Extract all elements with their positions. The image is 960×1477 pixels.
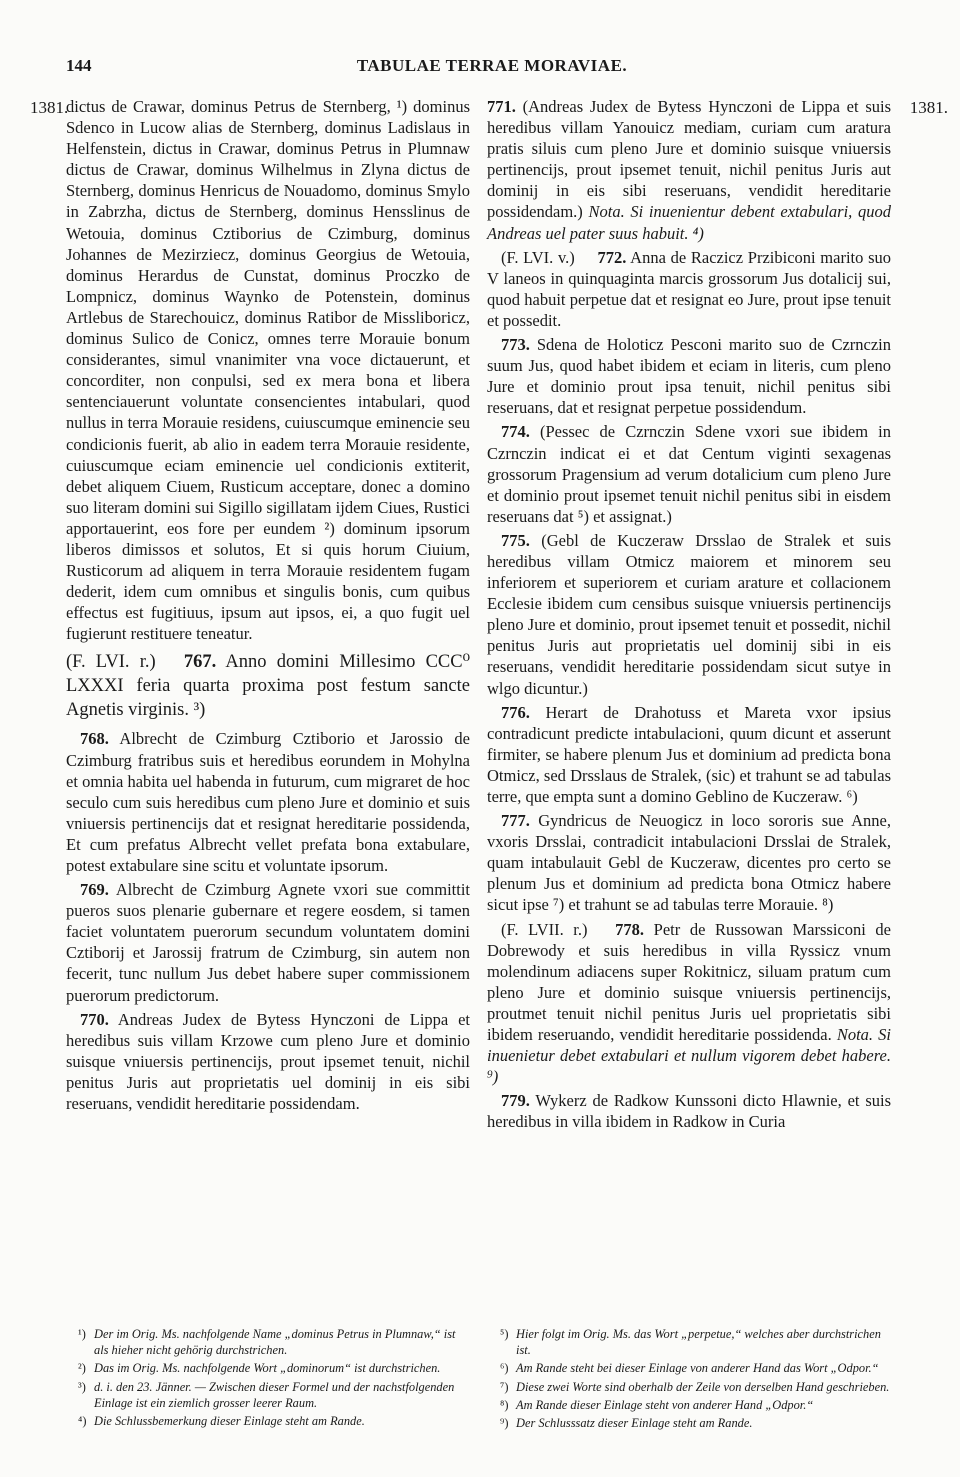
entry-number: 771. [487,97,516,116]
footnote-mark: ⁹) [500,1416,509,1431]
footnote-mark: ⁷) [500,1379,509,1394]
entry-767 [66,650,470,722]
footnotes-right [500,1326,896,1433]
entry-text: Wykerz de Radkow Kunssoni dicto Hlawnie, et suis heredibus in villa ibidem in Radkow in Curia [487,1091,892,1132]
entry-number: 772. [597,247,627,267]
footnote [500,1326,896,1358]
running-title: TABULAE TERRAE MORAVIAE. [356,56,628,75]
entry-770 [66,1009,470,1114]
entry-768 [66,728,470,876]
footnotes-left [78,1326,470,1431]
entry-778 [487,919,891,1088]
footnote-mark: ²) [78,1361,86,1376]
footnote-mark: ⁶) [500,1361,509,1376]
entry-775 [487,530,891,699]
entry-text: Albrecht de Czimburg Cztiborio et Jarossio de Czimburg fratribus suis et heredibus eorundem in Mohylna et omnia habita uel habenda in futurum, cum migraret de hoc seculo cum suis heredibus cum pleno Jure et dominio et suis vniuersis pertinencijs dat et resignat hereditarie possidenda, Et cum prefatus Albrecht vellet prefata bona extabulare, potest extabulare sine scitu et voluntate ipsorum. [66,729,470,875]
entry-773 [487,334,891,418]
folio-marker: (F. LVII. r.) [501,919,588,939]
entry-text: (Andreas Judex de Bytess Hynczoni de Lippa et suis heredibus villam Yanouicz mediam, curiam cum aratura pratis siluis cum pleno Jure et dominio suisque vniuersis pertinencijs, prout ipsemet tenuit, nichil penitus Juris aut dominij in eis sibi reseruans, vendidit hereditarie possidendam.) [487,97,892,222]
footnote [500,1379,896,1395]
entry-776 [487,702,891,807]
entry-text: Andreas Judex de Bytess Hynczoni de Lippa et heredibus suis villam Krzowe cum pleno Jure et dominio suisque vniuersis pertinencijs, prout ipsemet tenuit, nichil penitus Juris aut proprietatis uel dominij in eis sibi reseruans, vendidit hereditarie possidendam. [66,1009,470,1114]
page-number: 144 [66,56,92,75]
entry-769 [66,879,470,1006]
entry-number: 769. [80,880,109,900]
entry-text: Gyndricus de Neuogicz in loco sororis sue Anne, vxoris Drsslai, contradicit intabulacioni Drsslai de Stralek, quam intabulauit Gebl de Kuczeraw, dicentes pro certo se plenum Jus et dominium ad predicta bona Otmicz habere sicut ipse ⁷) et trahunt se ad tabulas terre Morauie. ⁸) [487,811,892,915]
footnote-text: Die Schlussbemerkung dieser Einlage steht am Rande. [94,1414,365,1429]
entry-number: 773. [501,335,530,355]
footnote-text: d. i. den 23. Jänner. — Zwischen dieser Formel und der nachstfolgenden Einlage ist ein ziemlich grosser leerer Raum. [94,1379,455,1410]
entry-number: 777. [501,811,530,831]
footnote-mark: ⁵) [500,1327,509,1341]
footnote [78,1379,470,1411]
footnote [500,1415,896,1431]
footnote [500,1397,896,1413]
entry-number: 767. [183,652,217,673]
entry-text: Herart de Drahotuss et Mareta vxor ipsius contradicunt predicte intabulacioni, quum dicunt et asserunt firmiter, se habere plenum Jus et dominium ad predicta bona Otmicz, sed Drsslaus de Stralek, (sic) et trahunt se ad tabulas terre, que empta sunt a domino Geblino de Kuczeraw. ⁶) [487,702,891,806]
footnote-mark: ¹) [78,1327,86,1341]
footnote-text: Am Rande dieser Einlage steht von anderer Hand „Odpor.“ [516,1397,814,1412]
entry-771 [487,96,891,244]
entry-766-continuation: dictus de Crawar, dominus Petrus de Sternberg, ¹) dominus Sdenco in Lucow alias de Sternberg, dominus Ladislaus in Helfenstein, dictus in Crawar, dominus Petrus in Plumnaw dictus de Crawar, dominus Wilhelmus in Zlyna dictus de Sternberg, dominus Henricus de Nouadomo, dominus Smylo in Zabrzha, dictus de Sternberg, dominus Hensslinus de Wetouia, dominus Cztiborius de Czimburg, dominus Johannes de Mezirziecz, dominus Georgius de Wetouia, dominus Herardus de Cunstat, dominus Proczko de Lompnicz, dominus Waynko de Potenstein, dominus Artlebus de Starechouicz, dominus Ratibor de Missliboricz, dominus Sulico de Conicz, omnes terre Morauie bonum considerantes, simul vnanimiter vna voce dictauerunt, et concorditer, non conpulsi, sed ex mera bona et libera sentenciauerunt voluntate consencientes intabulari, quod nullus in terra Morauie residens, cuiuscumque eminencie seu condicionis fuerit, ab alio in eadem terra Morauie residente, cuiuscumque eciam eminencie uel condicionis extiterit, debet aliquem Ciuem, Rusticum acceptare, donec a domino suo literam domini sui Sigillo sigillatam ijdem Ciues, Rustici apportauerint, eos fore per eundem ²) dominum ipsorum liberos dimissos et solutos, Et si quis horum Ciuium, Rusticorum ad aliquem in terra Morauie residentem fugam dederit, idem cum omnibus et singulis bonis, cum quibus effectus est fugitiuus, ipsum aut ipsos, ei, a quo fugit uel fugierunt restituere teneatur. [66,97,470,644]
entry-number: 775. [501,530,530,550]
entry-772 [487,247,891,331]
footnote-text: Der im Orig. Ms. nachfolgende Name „dominus Petrus in Plumnaw,“ ist als hieher nicht gehörig durchstrichen. [94,1327,456,1358]
footnote-mark: ⁸) [500,1397,509,1412]
margin-year-left: 1381. [30,98,69,117]
footnote-text: Der Schlusssatz dieser Einlage steht am Rande. [516,1416,753,1431]
footnote-mark: ³) [78,1379,86,1394]
footnote-text: Diese zwei Worte sind oberhalb der Zeile von derselben Hand geschrieben. [516,1379,890,1394]
folio-marker: (F. LVI. r.) [66,652,156,673]
folio-marker: (F. LVI. v.) [501,247,575,267]
footnote-text: Am Rande steht bei dieser Einlage von anderer Hand das Wort „Odpor.“ [516,1361,879,1376]
entry-text: Petr de Russowan Marssiconi de Dobrewody et suis heredibus in villa Ryssicz vnum molendinum adiacens super Rokitnicz, siluam pratum cum pleno Jure et dominio suisque vniuersis pertinencijs, proutmet tenuit nichil penitus Juris uel proprietatis sibi ibidem reseruando, vendidit hereditarie possidenda. [487,919,892,1045]
left-column [66,96,470,1117]
entry-text: Anna de Raczicz Przibiconi marito suo V laneos in quinquaginta marcis grossorum Jus dotalicij sui, quod habuit perpetue dat et resignat eo Jure, prout ipse tenuit et possedit. [487,247,891,330]
footnote-mark: ⁴) [78,1414,87,1429]
footnote [78,1413,470,1429]
entry-774 [487,421,891,526]
entry-nota: Nota. Si inuenietur debet extabulari et nullum vigorem debet habere. ⁹) [487,1025,891,1087]
entry-number: 776. [501,702,530,722]
entry-number: 768. [80,729,109,749]
margin-year-right: 1381. [909,98,948,117]
entry-number: 779. [501,1091,530,1111]
entry-779 [487,1090,891,1132]
footnote [78,1326,470,1358]
page-header [66,56,918,80]
entry-text: Anno domini Millesimo CCC⁰ LXXXI feria quarta proxima post festum sancte Agnetis virginis. ³) [66,652,470,721]
entry-777 [487,810,891,915]
entry-nota: Nota. Si inuenientur debent extabulari, quod Andreas uel pater suus habuit. ⁴) [487,202,892,243]
entry-text: Sdena de Holoticz Pesconi marito suo de Czrnczin suum Jus, quod habet ibidem et eciam in literis, cum pleno Jure et dominio prout ipsa tenuit, nichil penitus sibi reseruans, dat et resignat perpetue possidendum. [487,335,891,418]
right-column [487,96,891,1136]
entry-number: 778. [615,919,645,939]
footnote-text: Das im Orig. Ms. nachfolgende Wort „dominorum“ ist durchstrichen. [94,1361,441,1376]
footnote [78,1360,470,1376]
footnote [500,1360,896,1376]
entry-text: (Gebl de Kuczeraw Drsslao de Stralek et suis heredibus villam Otmicz maiorem et minorem seu inferiorem et superiorem et curiam arature et collacionem Ecclesie ibidem cum censibus suisque vniuersis pertinencijs pleno Jure et dominio, prout ipsemet tenuit et possedit, nichil penitus Juris aut proprietatis uel dominij sibi in eis reseruans, vendidit hereditarie possidendam sicut sutye in wlgo dicuntur.) [487,530,891,698]
entry-text: (Pessec de Czrnczin Sdene vxori sue ibidem in Czrnczin indicat ei et dat Centum viginti sexagenas grossorum Pragensium ad verum dotalicium cum pleno Jure et dominio prout ipsemet tenuit nichil penitus sibi in eisdem reseruans dat ⁵) et assignat.) [487,422,892,526]
footnote-text: Hier folgt im Orig. Ms. das Wort „perpetue,“ welches aber durchstrichen ist. [516,1327,881,1358]
entry-number: 774. [501,422,530,442]
entry-number: 770. [80,1009,109,1029]
entry-text: Albrecht de Czimburg Agnete vxori sue committit pueros suos plenarie gubernare et regere eosdem, si tamen faciet voluntatem puerorum secundum voluntatem domini Cztiborij et Jarossij fratrum de Czimburg, sin autem non fecerit, tunc nullum Jus debet habere super commissionem puerorum predictorum. [66,880,471,1005]
